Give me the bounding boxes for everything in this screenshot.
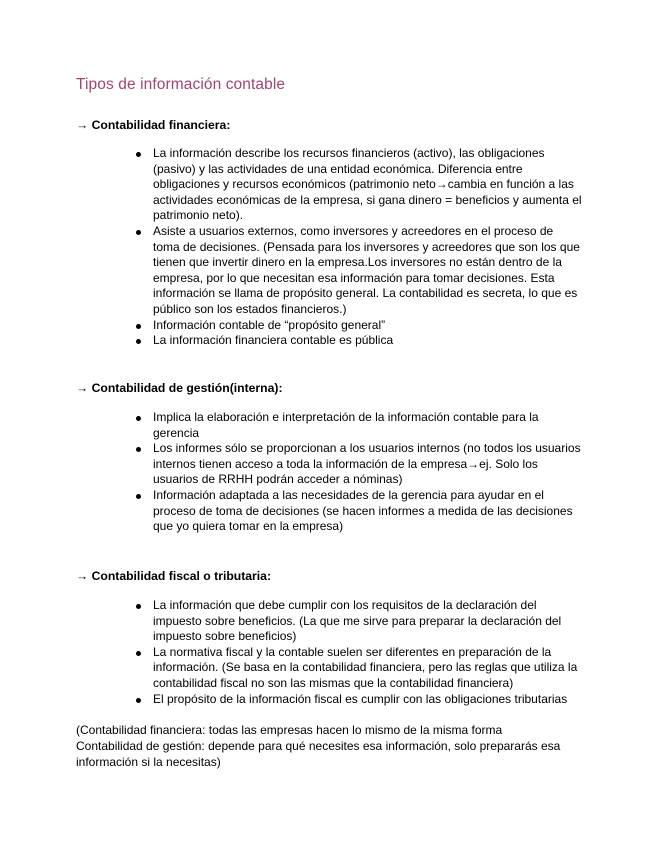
list-item-text: La información financiera contable es pública [153, 333, 394, 348]
bullet-icon [136, 698, 141, 703]
bullet-icon [136, 494, 141, 499]
list-item [133, 488, 583, 535]
section-heading-financiera: → Contabilidad financiera: [76, 118, 231, 132]
bullet-icon [136, 324, 141, 329]
list-item-text: Información adaptada a las necesidades de la gerencia para ayudar en el proceso de toma de decisiones (se hacen informes a medida de las decisiones que yo quiera tomar en la empresa) [153, 487, 573, 534]
note-line-1: (Contabilidad financiera: todas las empresas hacen lo mismo de la misma forma [76, 723, 503, 737]
list-item [133, 146, 583, 224]
bullet-list-fiscal [133, 598, 583, 707]
list-item [133, 598, 583, 645]
list-item [133, 318, 583, 334]
note-line-2: Contabilidad de gestión: depende para qué necesites esa información, solo prepararás esa información si la necesitas) [76, 739, 561, 769]
section-heading-gestion: → Contabilidad de gestión(interna): [76, 381, 283, 395]
list-item [133, 692, 583, 708]
bullet-list-gestion [133, 410, 583, 535]
list-item-text: El propósito de la información fiscal es cumplir con las obligaciones tributarias [153, 691, 568, 706]
bullet-icon [136, 339, 141, 344]
list-item [133, 645, 583, 692]
list-item [133, 333, 583, 349]
list-item-text: Información contable de “propósito general” [153, 317, 386, 332]
list-item-text: La normativa fiscal y la contable suelen ser diferentes en preparación de la información. (Se basa en la contabilidad financiera, pero las reglas que utiliza la contabilidad fiscal no son las mismas que la contabilidad financiera) [153, 644, 578, 690]
list-item [133, 441, 583, 488]
list-item-text: Los informes sólo se proporcionan a los usuarios internos (no todos los usuarios internos tienen acceso a toda la información de la empresa→ej. Solo los usuarios de RRHH podrán acceder a nóminas) [153, 441, 581, 487]
bullet-icon [136, 152, 141, 157]
section-heading-fiscal: → Contabilidad fiscal o tributaria: [76, 569, 272, 583]
list-item [133, 410, 583, 441]
bullet-list-financiera [133, 146, 583, 349]
document-title: Tipos de información contable [76, 76, 286, 93]
list-item-text: Asiste a usuarios externos, como inversores y acreedores en el proceso de toma de decisiones. (Pensada para los inversores y acreedores que son los que tienen que invertir dinero en la empresa.Los inversores no están dentro de la empresa, por lo que necesitan esa información para tomar decisiones. Esta información se llama de propósito general. La contabilidad es secreta, lo que es público son los estados financieros.) [153, 223, 580, 316]
bullet-icon [136, 447, 141, 452]
list-item-text: Implica la elaboración e interpretación de la información contable para la gerencia [153, 410, 539, 440]
bullet-icon [136, 230, 141, 235]
list-item [133, 224, 583, 318]
list-item-text: La información describe los recursos financieros (activo), las obligaciones (pasivo) y las actividades de una entidad económica. Diferencia entre obligaciones y recursos económicos (patrimonio neto→cambia en función a las actividades económicas de la empresa, si gana dinero = beneficios y aumenta el patrimonio neto). [153, 146, 582, 223]
bullet-icon [136, 651, 141, 656]
closing-note [76, 722, 596, 770]
bullet-icon [136, 416, 141, 421]
bullet-icon [136, 604, 141, 609]
list-item-text: La información que debe cumplir con los requisitos de la declaración del impuesto sobre beneficios. (La que me sirve para preparar la declaración del impuesto sobre beneficios) [153, 598, 562, 644]
